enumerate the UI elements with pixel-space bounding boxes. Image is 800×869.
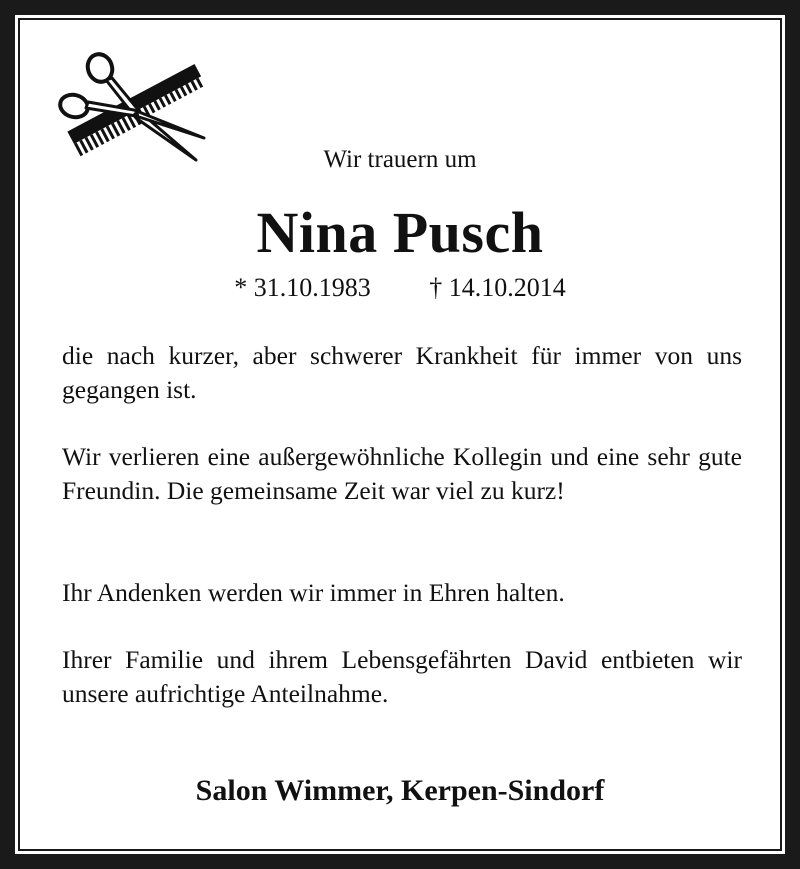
paragraph-colleague: Wir verlieren eine außergewöhnliche Kollegin und eine sehr gute Freundin. Die gemeinsame Zeit war viel zu kurz! <box>62 442 742 505</box>
deceased-name: Nina Pusch <box>256 200 544 265</box>
signature: Salon Wimmer, Kerpen-Sindorf <box>195 774 605 807</box>
life-dates <box>0 271 800 305</box>
paragraph-condolence: Ihrer Familie und ihrem Lebensgefährten David entbieten wir unsere aufrichtige Anteilnahme. <box>62 645 742 708</box>
death-date: † 14.10.2014 <box>429 273 566 302</box>
intro-text: Wir trauern um <box>323 146 477 173</box>
paragraph-memory: Ihr Andenken werden wir immer in Ehren halten. <box>62 578 565 607</box>
paragraph-illness: die nach kurzer, aber schwerer Krankheit für immer von uns gegangen ist. <box>62 341 742 404</box>
birth-date: * 31.10.1983 <box>234 273 371 302</box>
